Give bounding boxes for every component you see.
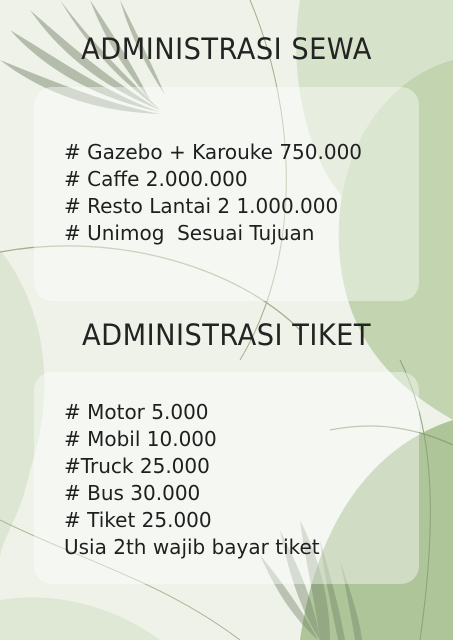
sewa-title: ADMINISTRASI SEWA (81, 32, 372, 66)
list-item: # Motor 5.000 (64, 400, 209, 424)
tiket-title: ADMINISTRASI TIKET (82, 318, 371, 352)
list-item: # Caffe 2.000.000 (64, 167, 248, 191)
list-item: # Bus 30.000 (64, 481, 201, 505)
list-item: # Tiket 25.000 (64, 508, 212, 532)
list-item: #Truck 25.000 (64, 454, 210, 478)
list-item: # Mobil 10.000 (64, 427, 217, 451)
list-item: # Gazebo + Karouke 750.000 (64, 140, 363, 164)
list-item: # Unimog Sesuai Tujuan (64, 221, 315, 245)
list-item: Usia 2th wajib bayar tiket (64, 535, 320, 559)
tiket-price-list (64, 399, 320, 561)
sewa-price-list (64, 139, 362, 247)
list-item: # Resto Lantai 2 1.000.000 (64, 194, 339, 218)
